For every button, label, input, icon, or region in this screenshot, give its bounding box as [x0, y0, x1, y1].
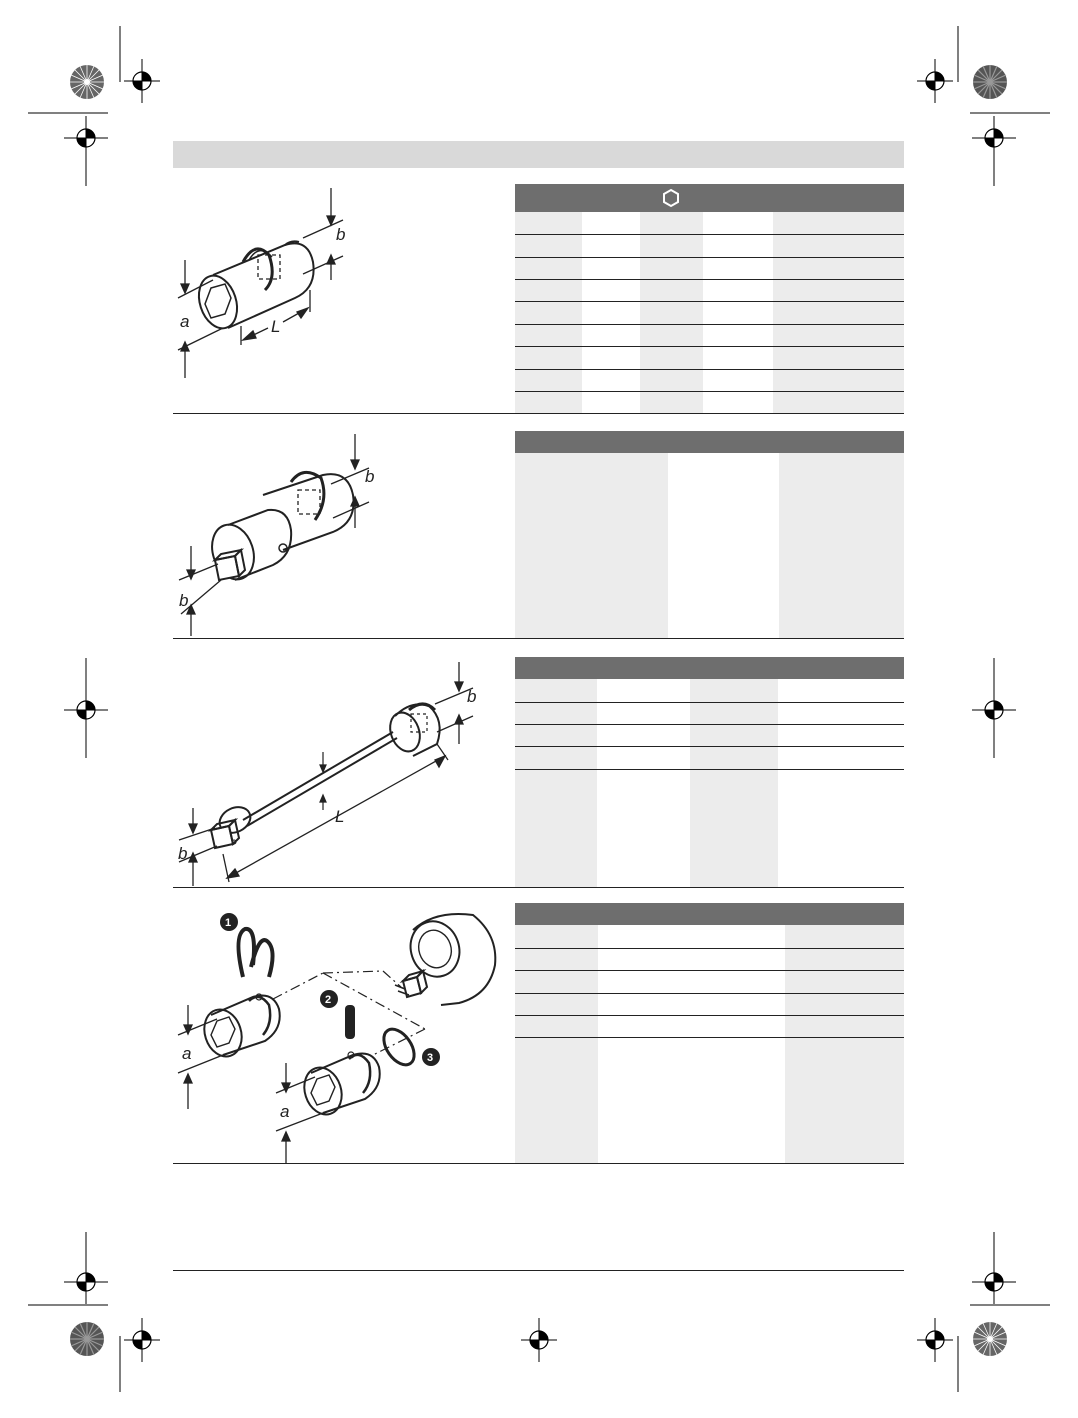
spec-table-adapter — [515, 431, 904, 638]
spec-table-extension — [515, 657, 904, 887]
shaded-column — [779, 453, 904, 638]
table-header — [515, 431, 904, 453]
shaded-column — [785, 925, 904, 1163]
header-band — [173, 141, 904, 168]
spec-table-socket — [515, 184, 904, 414]
section-divider — [173, 413, 904, 414]
shaded-column — [515, 925, 598, 1163]
dim-label-b: b — [179, 591, 189, 610]
dim-label-l: L — [335, 807, 345, 826]
dim-label-a: a — [180, 312, 190, 331]
table-header — [515, 184, 904, 212]
dim-label-a: a — [280, 1102, 290, 1121]
shaded-column — [515, 453, 668, 638]
section-divider — [173, 638, 904, 639]
section-divider — [173, 1163, 904, 1164]
footer-rule — [173, 1270, 904, 1271]
dim-label-b: b — [178, 844, 188, 863]
dim-label-l: L — [271, 317, 281, 336]
retainer-illustration — [173, 905, 503, 1165]
table-header — [515, 657, 904, 679]
dim-label-a: a — [182, 1044, 192, 1063]
table-header — [515, 903, 904, 925]
callout-3-number: 3 — [427, 1052, 434, 1064]
callout-1-number: 1 — [225, 917, 232, 929]
socket-illustration — [173, 180, 363, 385]
callout-2-number: 2 — [325, 994, 332, 1006]
spec-table-retainer — [515, 903, 904, 1163]
shaded-column — [640, 212, 703, 414]
shaded-column — [515, 679, 597, 887]
dim-label-b: b — [365, 467, 375, 486]
dim-label-b: b — [336, 225, 346, 244]
shaded-column — [690, 679, 778, 887]
shaded-column — [515, 212, 582, 414]
shaded-column — [773, 212, 904, 414]
adapter-illustration — [173, 430, 393, 638]
dim-label-b: b — [467, 687, 477, 706]
hexagon-icon — [661, 188, 681, 208]
section-divider — [173, 887, 904, 888]
extension-illustration — [173, 660, 483, 888]
